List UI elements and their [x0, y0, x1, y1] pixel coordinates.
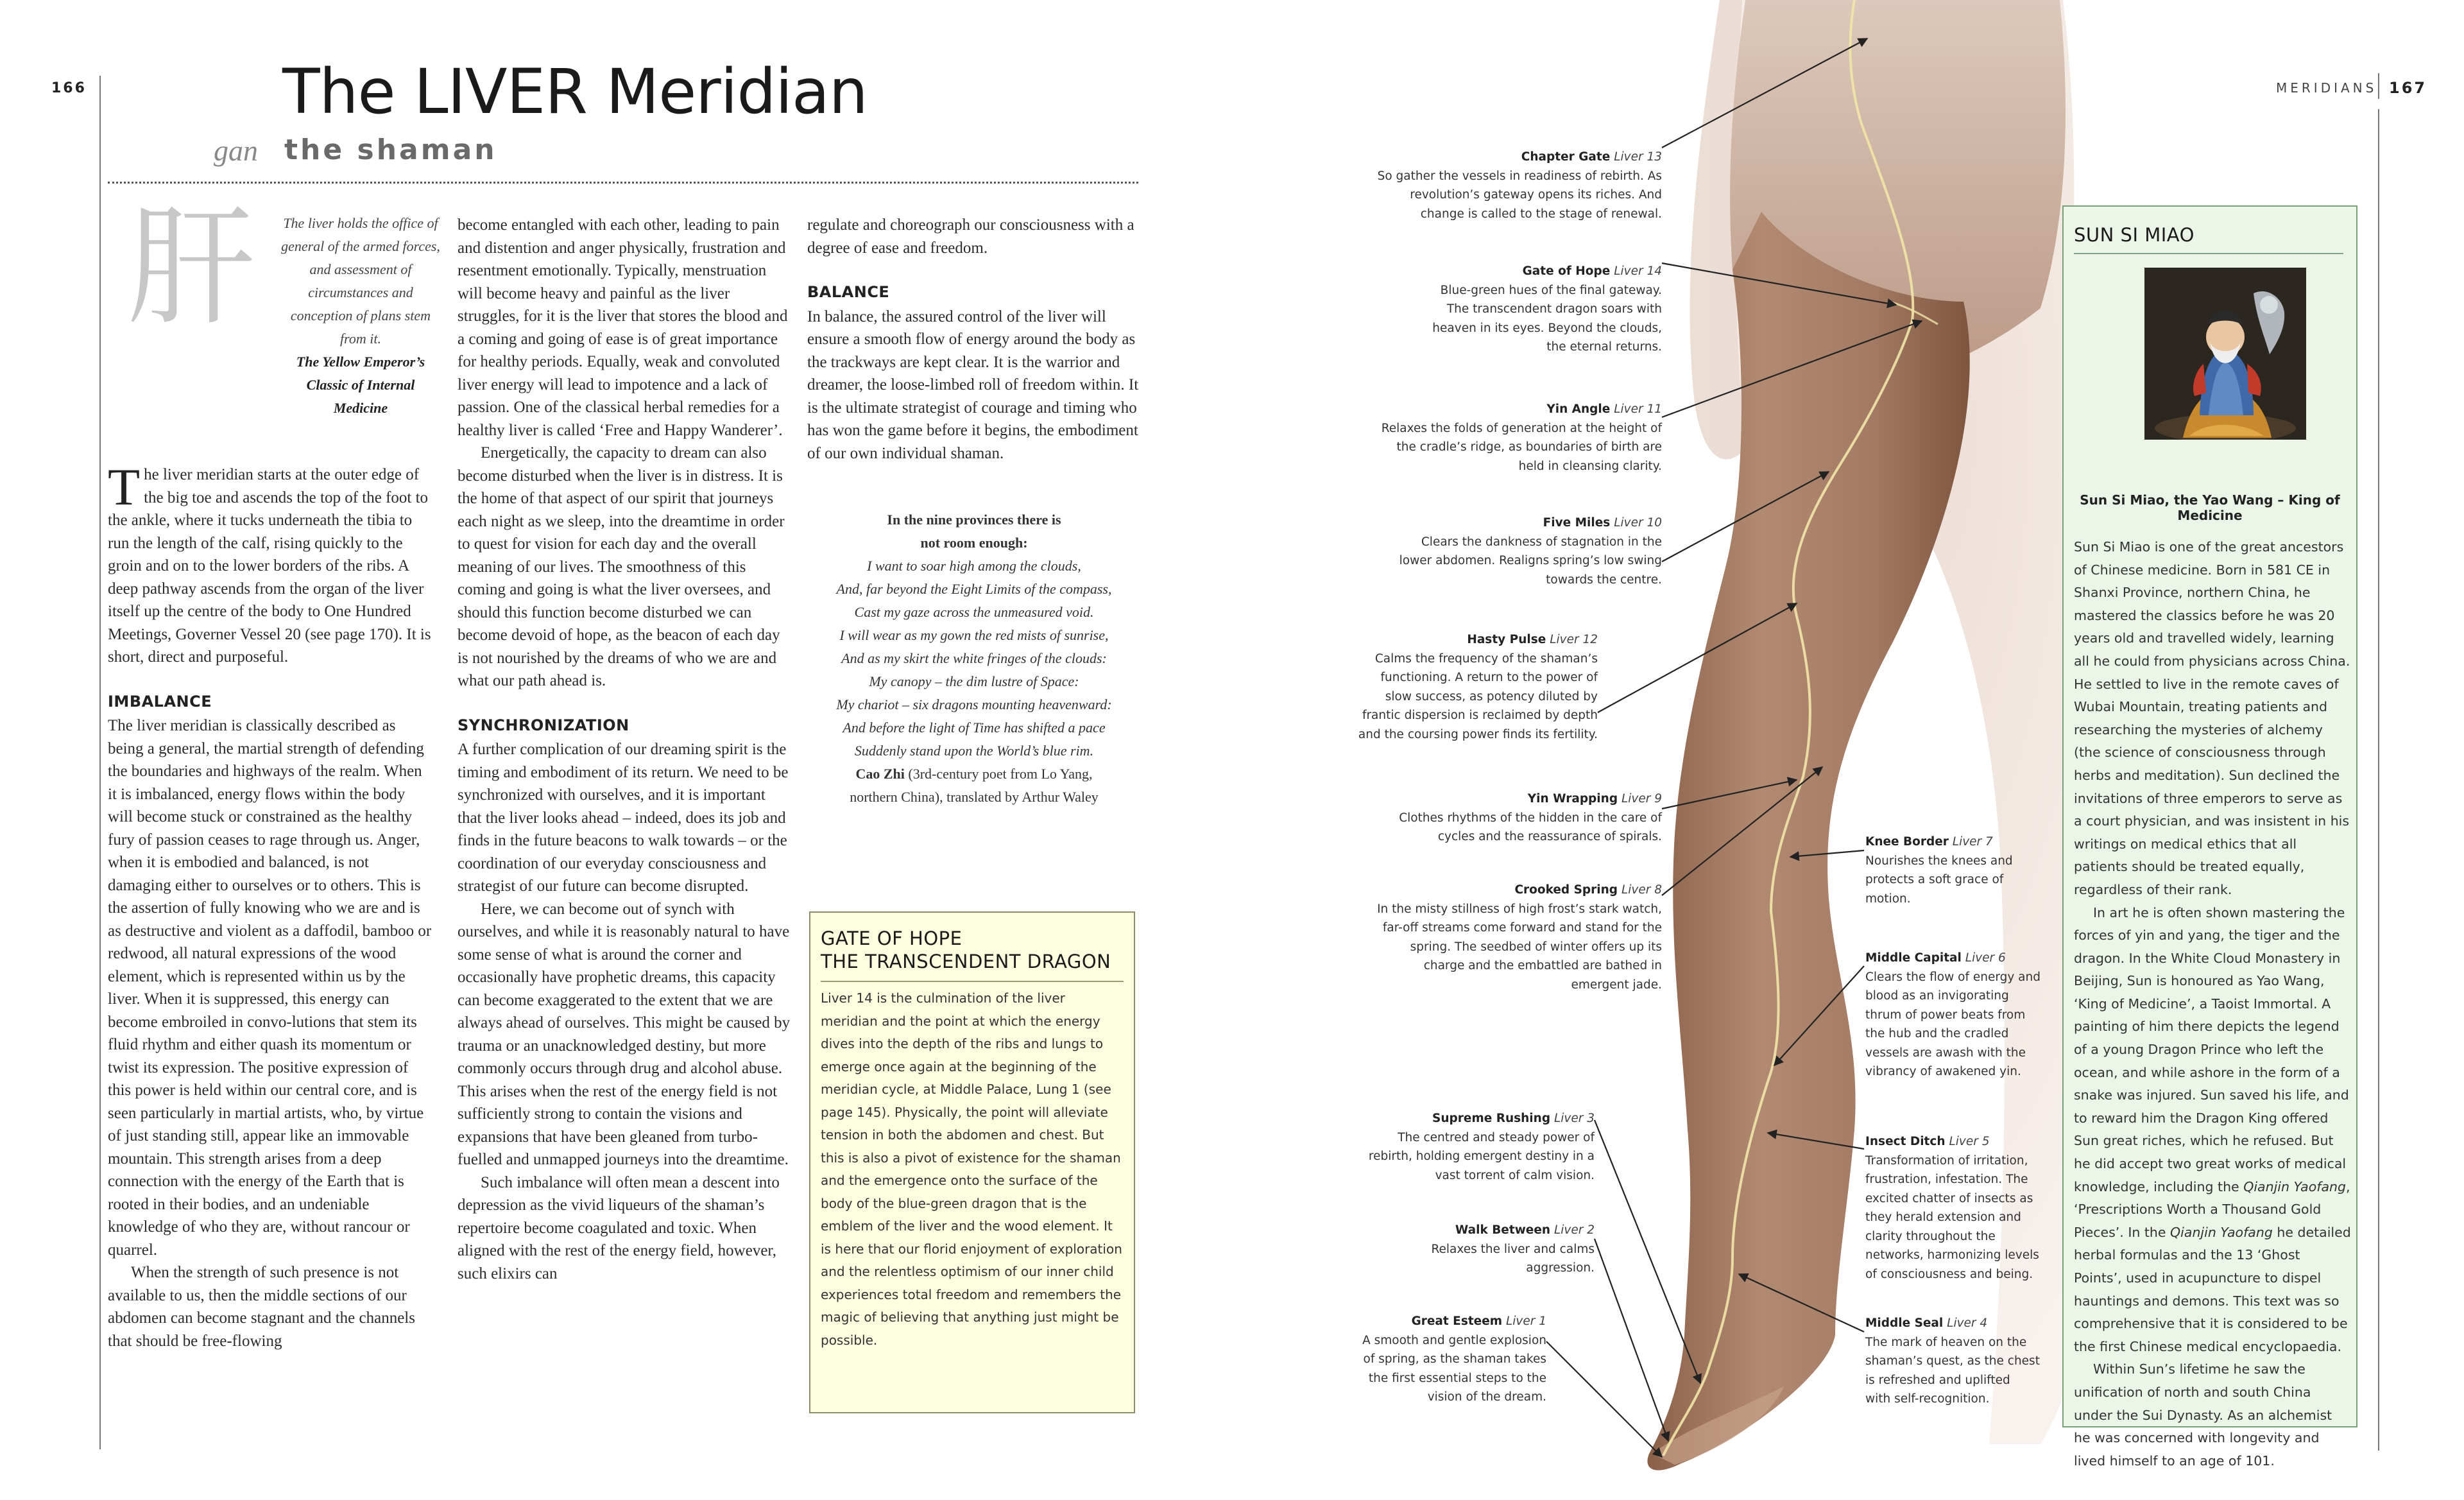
imbalance-paragraph-1: The liver meridian is classically described as being a general, the martial strength of defending the boundaries and highways of the realm. When it is imbalanced, energy flows within the body will become stuck or constrained as the healthy fury of passion ceases to rage through us. Anger, when it is embodied and balanced, is not damaging either to ourselves or to others. This is the assertion of fully knowing who we are and is as destructive and violent as a daffodil, bamboo or redwood, all natural expressions of the wood element, which is represented within us by the liver. When it is suppressed, this energy can become embroiled in convo-lutions that stem its fluid rhythm and either quash its momentum or twist its expression. The positive expression of this power is held within our central core, and is seen particularly in martial artists, who, by virtue of just standing still, appear like an immovable mountain. This strength arises from a deep connection with the energy of the Earth that is rooted in their bodies, and an undeniable knowledge of who they are, without rancour or quarrel. — [108, 717, 432, 1259]
point-label-lv1: Great Esteem Liver 1 A smooth and gentle explosion of spring, as the shaman takes the first essential steps to the vision of the dream. — [1362, 1315, 1546, 1404]
gate-box-title-2: THE TRANSCENDENT DRAGON — [821, 951, 1111, 972]
poem-title-1: In the nine provinces there is — [887, 512, 1061, 528]
subtitle-english: the shaman — [284, 134, 497, 166]
subtitle-pinyin: gan — [214, 134, 258, 167]
epigraph-source-2: Classic of Internal — [306, 377, 415, 393]
epigraph-source-3: Medicine — [333, 400, 388, 416]
sun-box-rule — [2074, 253, 2343, 254]
sun-paragraph-2: In art he is often shown mastering the forces of yin and yang, the tiger and the dragon. In the White Cloud Monastery in Beijing, Sun is honoured as Yao Wang, ‘King of Medicine’, a Taoist Immortal. A painting of him there depicts the legend of a young Dragon Prince who left the ocean, and while ashore in the form of a snake was injured. Sun saved his life, and to reward him the Dragon King offered Sun great riches, which he refused. But he did accept two great works of medical knowledge, including the Qianjin Yaofang, ‘Prescriptions Worth a Thousand Gold Pieces’. In the Qianjin Yaofang he detailed herbal formulas and the 13 ‘Ghost Points’, used in acupuncture to dispel hauntings and demons. This text was so comprehensive that it is considered to be the first Chinese medical encyclopaedia. — [2074, 904, 2351, 1354]
poem-line: And, far beyond the Eight Limits of the compass, — [836, 581, 1112, 597]
point-label-lv11: Yin Angle Liver 11 Relaxes the folds of generation at the height of the cradle’s ridge, as boundaries of birth are held in cleansing clarity. — [1381, 402, 1662, 473]
col3-paragraph-2: In balance, the assured control of the liver will ensure a smooth flow of energy around the body as the trackways are kept clear. It is the warrior and dreamer, the loose-limbed roll of freedom within. It is the ultimate strategist of courage and timing who has won the game before it begins, the embodiment of our own individual shaman. — [807, 307, 1139, 462]
gate-box-body: Liver 14 is the culmination of the liver meridian and the point at which the energy dives into the depth of the ribs and lungs to emerge once again at the beginning of the meridian cycle, at Middle Palace, Lung 1 (see page 145). Physically, the point will alleviate tension in both the abdomen and chest. But this is also a pivot of existence for the shaman and the emergence onto the surface of the body of the blue-green dragon that is the emblem of the liver and the wood element. It is here that our florid enjoyment of exploration and the relentless optimism of our inner child experiences total freedom and remembers the magic of believing that anything just might be possible. — [821, 990, 1122, 1348]
imbalance-paragraph-2: When the strength of such presence is not available to us, then the middle sections of our abdomen can become stagnant and the channels that should be free-flowing — [108, 1264, 415, 1350]
poem-line: I will wear as my gown the red mists of sunrise, — [839, 627, 1109, 643]
poem-credit-1: (3rd-century poet from Lo Yang, — [904, 766, 1093, 782]
point-label-lv9: Yin Wrapping Liver 9 Clothes rhythms of the hidden in the care of cycles and the reassurance of spirals. — [1399, 792, 1662, 843]
poem-author: Cao Zhi — [855, 766, 905, 782]
epigraph-source-1: The Yellow Emperor’s — [296, 354, 425, 370]
poem-credit-2: northern China), translated by Arthur Waley — [850, 789, 1099, 805]
point-label-lv5: Insect Ditch Liver 5 Transformation of irritation, frustration, infestation. The excited chatter of insects as they herald extension and clarity throughout the networks, harmonizing levels of consciousness and being. — [1865, 1135, 2039, 1281]
liver-glyph: 肝 — [127, 193, 256, 343]
col2-paragraph-4: Here, we can become out of synch with ourselves, and while it is reasonably natural to have some sense of what is around the corner and occasionally have prophetic dreams, this capacity can become exaggerated to the extent that we are always ahead of ourselves. This might be caused by trauma or an unacknowledged destiny, but more commonly occurs through drug and alcohol abuse. This arises when the rest of the energy field is not sufficiently strong to contain the visions and expansions that have been gleaned from turbo-fuelled and unmapped journeys into the dreamtime. — [458, 900, 791, 1168]
col2-paragraph-1: become entangled with each other, leading to pain and distention and anger physically, frustration and resentment emotionally. Typically, menstruation will become heavy and painful as the liver struggles, for it is the liver that stores the blood and a coming and going of ease is of great importance for healthy periods. Equally, weak and convoluted liver energy will lead to impotence and a lack of passion. One of the classical herbal remedies for a healthy liver is called ‘Free and Happy Wanderer’. — [458, 216, 788, 439]
poem-line: Cast my gaze across the unmeasured void. — [854, 604, 1094, 620]
drop-cap: T — [108, 458, 141, 516]
imbalance-heading: IMBALANCE — [108, 692, 212, 711]
point-label-lv8: Crooked Spring Liver 8 In the misty stillness of high frost’s stark watch, far-off streams come forward and stand for the spring. The seedbed of winter offers up its charge and the embattled are bathed in emergent jade. — [1377, 883, 1662, 992]
point-label-lv2: Walk Between Liver 2 Relaxes the liver and calms aggression. — [1431, 1223, 1595, 1275]
point-label-lv10: Five Miles Liver 10 Clears the dankness of stagnation in the lower abdomen. Realigns spring’s low swing towards the centre. — [1399, 516, 1662, 587]
poem-line: And before the light of Time has shifted a pace — [843, 720, 1106, 736]
gate-box-title-1: GATE OF HOPE — [821, 927, 963, 949]
sun-si-miao-box — [2062, 205, 2357, 1469]
col3-paragraph-1: regulate and choreograph our consciousness with a degree of ease and freedom. — [807, 216, 1134, 257]
sun-box-title: SUN SI MIAO — [2074, 224, 2194, 246]
point-label-lv4: Middle Seal Liver 4 The mark of heaven on the shaman’s quest, as the chest is refreshed and uplifted with self-recognition. — [1865, 1316, 2040, 1406]
poem-line: My chariot – six dragons mounting heavenward: — [836, 696, 1112, 712]
poem-line: And as my skirt the white fringes of the clouds: — [841, 650, 1107, 666]
leader-lv2 — [1595, 1239, 1668, 1441]
page-title: The LIVER Meridian — [282, 56, 868, 128]
col2-paragraph-3: A further complication of our dreaming spirit is the timing and embodiment of its return. We need to be synchronized with ourselves, and it is important that the liver looks ahead – indeed, does its job and finds in the future beacons to walk towards – or the coordination of our everyday consciousness and strategist of our future can become disrupted. — [458, 741, 789, 895]
right-page-header: MERIDIANS — [2276, 80, 2377, 96]
balance-heading: BALANCE — [807, 283, 890, 301]
point-label-lv6: Middle Capital Liver 6 Clears the flow of energy and blood as an invigorating thrum of power beats from the hub and the cradled vessels are awash with the vibrancy of awakened yin. — [1865, 951, 2041, 1078]
point-label-lv3: Supreme Rushing Liver 3 The centred and steady power of rebirth, holding emergent destiny in a vast torrent of calm vision. — [1368, 1112, 1595, 1182]
leader-lv3 — [1595, 1120, 1700, 1383]
point-label-lv12: Hasty Pulse Liver 12 Calms the frequency of the shaman’s functioning. A return to the power of slow success, as potency diluted by frantic dispersion is reclaimed by depth and the coursing power finds its fertility. — [1358, 633, 1598, 741]
col2-paragraph-5: Such imbalance will often mean a descent into depression as the vivid liqueurs of the shaman’s repertoire become coagulated and toxic. When aligned with the rest of the energy field, however, such elixirs can — [458, 1173, 780, 1282]
intro-paragraph: The liver meridian starts at the outer edge of the big toe and ascends the top of the foot to the ankle, where it tucks underneath the tibia to run the length of the calf, rising quickly to the groin and on to the lower borders of the ribs. A deep pathway ascends from the organ of the liver itself up the centre of the body to One Hundred Meetings, Governer Vessel 20 (see page 170). It is short, direct and purposeful. — [108, 458, 431, 666]
sun-portrait-caption: Sun Si Miao, the Yao Wang – King of Medicine — [2080, 492, 2340, 523]
point-label-lv13: Chapter Gate Liver 13 So gather the vessels in readiness of rebirth. As revolution’s gateway opens its riches. And change is called to the stage of renewal. — [1377, 150, 1662, 221]
col2-paragraph-2: Energetically, the capacity to dream can also become disturbed when the liver is in distress. It is the home of that aspect of our spirit that journeys each night as we sleep, into the dreamtime in order to quest for vision for each day and the overall meaning of our lives. The smoothness of this coming and going is what the liver oversees, and should this function become disturbed we can become devoid of hope, as the beacon of each day is not nourished by the dreams of who we are and what our path ahead is. — [458, 444, 785, 689]
sun-paragraph-3: Within Sun’s lifetime he saw the unification of north and south China under the Sui Dynasty. As an alchemist he was concerned with longevity and lived himself to an age of 101. — [2074, 1361, 2332, 1469]
leader-lv1 — [1546, 1341, 1662, 1457]
poem-line: My canopy – the dim lustre of Space: — [869, 673, 1079, 689]
epigraph-text: The liver holds the office of general of the armed forces, and assessment of circumstances and conception of plans stem from it. — [281, 215, 440, 347]
poem-title-2: not room enough: — [920, 535, 1028, 551]
sun-box-body — [2074, 536, 2351, 1472]
right-page-number: 167 — [2389, 79, 2427, 97]
left-page-number: 166 — [51, 80, 87, 96]
poem-line: I want to soar high among the clouds, — [867, 558, 1081, 574]
point-label-lv7: Knee Border Liver 7 Nourishes the knees and protects a soft grace of motion. — [1865, 835, 2013, 906]
synchronization-heading: SYNCHRONIZATION — [458, 716, 629, 734]
sun-paragraph-1: Sun Si Miao is one of the great ancestors of Chinese medicine. Born in 581 CE in Shanxi Province, northern China, he mastered the classics before he was 20 years old and travelled widely, learning all he could from physicians across China. He settled to live in the remote caves of Wubai Mountain, treating patients and researching the mysteries of alchemy (the science of consciousness through herbs and meditation). Sun declined the invitations of three emperors to serve as a court physician, and was insistent in his writings on medical ethics that all patients should be treated equally, regardless of their rank. — [2074, 539, 2350, 897]
point-label-lv14: Gate of Hope Liver 14 Blue-green hues of the final gateway. The transcendent dragon soars with heaven in its eyes. Beyond the clouds, the eternal returns. — [1432, 264, 1662, 354]
sun-si-miao-portrait — [2144, 268, 2306, 440]
poem-line: Suddenly stand upon the World’s blue rim. — [854, 743, 1094, 759]
